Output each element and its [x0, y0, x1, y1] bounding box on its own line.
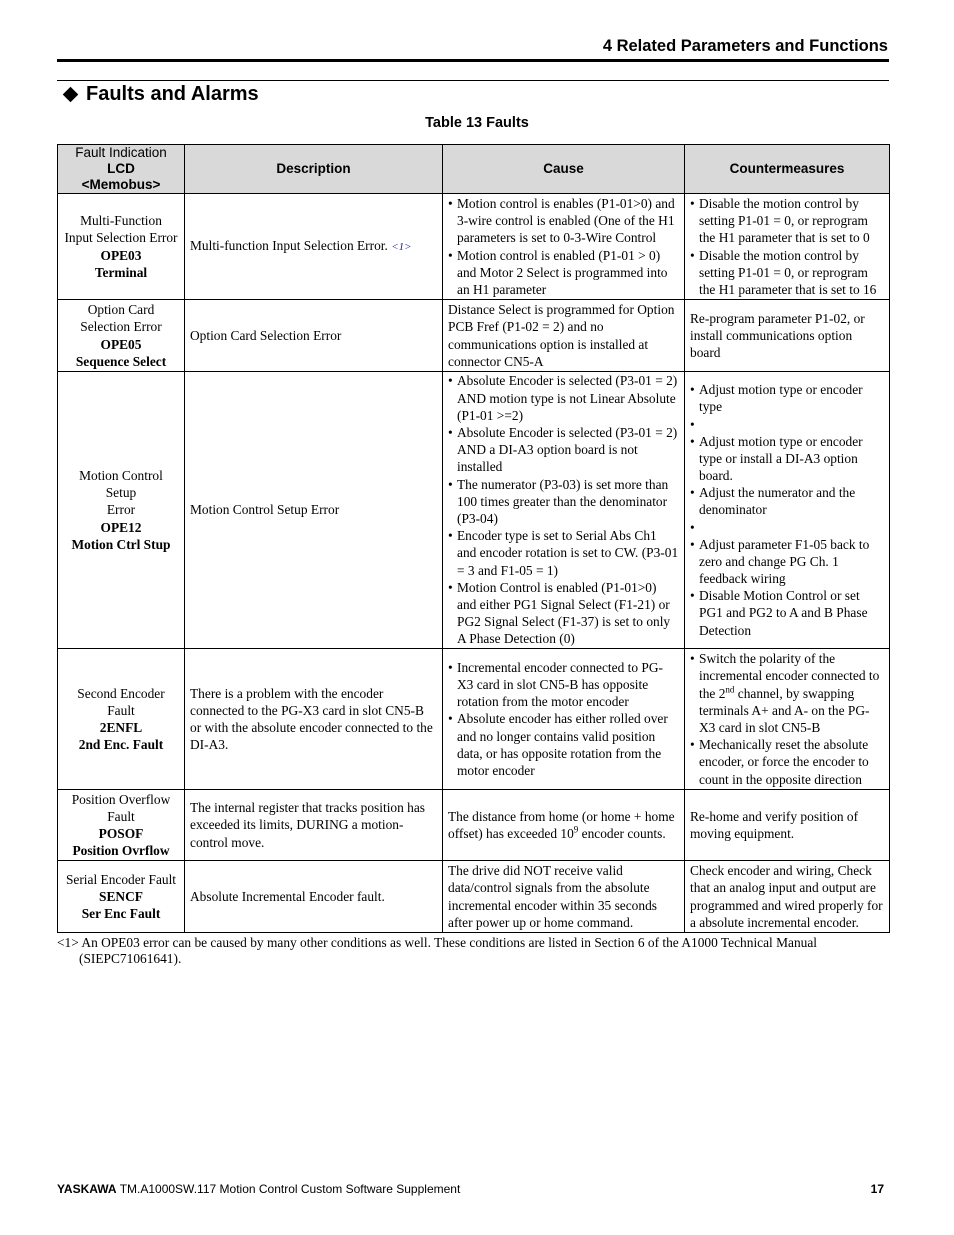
cause-item: • Motion control is enables (P1-01>0) and 3-wire control is enabled (One of the H1 parameters is set to 0-3-Wire Control — [448, 195, 679, 247]
fault-lcd-code: 2ENFL — [99, 720, 143, 735]
section-title: Faults and Alarms — [86, 83, 259, 105]
fault-indication-cell — [58, 649, 185, 790]
cause-item: • Motion control is enabled (P1-01 > 0) and Motor 2 Select is programmed into an H1 parameter — [448, 247, 679, 299]
description-cell: Motion Control Setup Error — [185, 372, 443, 649]
countermeasure-item: • Disable the motion control by setting P1-01 = 0, or reprogram the H1 parameter that is set to 0 — [690, 195, 884, 247]
countermeasure-item: • Mechanically reset the absolute encoder, or force the encoder to count in the opposite direction — [690, 736, 884, 788]
countermeasure-item: • Adjust motion type or encoder type — [690, 381, 884, 415]
fault-name-line: Error — [106, 502, 136, 518]
fault-lcd-code: OPE03 — [100, 247, 142, 263]
col-header-line: Fault Indication — [75, 145, 167, 160]
page-footer — [57, 1182, 460, 1196]
description-cell: The internal register that tracks position has exceeded its limits, DURING a motion-control move. — [185, 790, 443, 861]
col-header-line: LCD — [107, 161, 135, 176]
countermeasure-spacer — [690, 416, 884, 433]
fault-memobus-code: Terminal — [94, 264, 148, 280]
table-header-row — [58, 145, 890, 194]
section-rule — [57, 80, 889, 81]
col-header-description: Description — [185, 145, 443, 194]
description-cell: There is a problem with the encoder connected to the PG-X3 card in slot CN5-B or with the absolute encoder connected to the DI-A3. — [185, 649, 443, 790]
footnote — [57, 935, 889, 967]
table-row — [58, 790, 890, 861]
countermeasure-spacer — [690, 519, 884, 536]
fault-name-line: Multi-Function — [80, 213, 162, 229]
table-row — [58, 300, 890, 372]
table-row — [58, 194, 890, 300]
col-header-line: <Memobus> — [81, 177, 161, 192]
fault-memobus-code: Motion Ctrl Stup — [71, 536, 171, 552]
countermeasure-text: channel, by swapping terminals A+ and A- on the PG-X3 card in slot CN5-B — [699, 685, 870, 735]
fault-indication-cell — [58, 300, 185, 372]
fault-name-line: Fault — [107, 808, 135, 824]
countermeasure-item — [690, 650, 884, 736]
countermeasure-item: • Adjust motion type or encoder type or install a DI-A3 option board. — [690, 433, 884, 485]
cause-cell: The drive did NOT receive valid data/control signals from the absolute incremental encoder within 35 seconds after power up or home command. — [443, 861, 685, 933]
page-number: 17 — [870, 1182, 884, 1196]
fault-indication-cell — [58, 790, 185, 861]
fault-memobus-code: 2nd Enc. Fault — [78, 737, 164, 753]
countermeasure-item: • Adjust parameter F1-05 back to zero and change PG Ch. 1 feedback wiring — [690, 536, 884, 588]
table-row — [58, 861, 890, 933]
countermeasure-cell: Re-program parameter P1-02, or install communications option board — [685, 300, 890, 372]
footnote-ref-link[interactable]: <1> — [391, 240, 412, 253]
cause-text: The distance from home (or home + home offset) has exceeded 10 — [448, 808, 675, 841]
cause-item: • Absolute encoder has either rolled over and no longer contains valid position data, or has opposite rotation from the motor encoder — [448, 710, 679, 779]
fault-lcd-code: SENCF — [99, 888, 143, 904]
table-caption: Table 13 Faults — [425, 115, 529, 131]
countermeasure-item: • Disable the motion control by setting P1-01 = 0, or reprogram the H1 parameter that is set to 16 — [690, 247, 884, 299]
fault-indication-cell — [58, 861, 185, 933]
fault-lcd-code: POSOF — [98, 826, 144, 841]
header-rule — [57, 59, 889, 62]
cause-item: • Absolute Encoder is selected (P3-01 = 2) AND a DI-A3 option board is not installed — [448, 424, 679, 476]
superscript: nd — [725, 684, 735, 695]
cause-text: encoder counts. — [578, 826, 666, 841]
table-row — [58, 649, 890, 790]
footer-doc-title: TM.A1000SW.117 Motion Control Custom Software Supplement — [116, 1182, 461, 1196]
cause-item: • The numerator (P3-03) is set more than 100 times greater than the denominator (P3-04) — [448, 476, 679, 528]
table-row — [58, 372, 890, 649]
countermeasure-text: Switch the polarity of the incremental encoder connected to the 2 — [699, 651, 880, 701]
description-cell: Option Card Selection Error — [185, 300, 443, 372]
countermeasure-cell — [685, 372, 890, 649]
countermeasure-cell — [685, 649, 890, 790]
cause-item: • Motion Control is enabled (P1-01>0) and either PG1 Signal Select (F1-21) or PG2 Signal Select (F1-37) is set to only A Phase Detection (0) — [448, 579, 679, 648]
countermeasure-cell: Check encoder and wiring, Check that an analog input and output are programmed and wired properly for a absolute incremental encoder. — [685, 861, 890, 933]
fault-name-line: Second Encoder Fault — [77, 685, 165, 718]
footnote-line: <1> An OPE03 error can be caused by many other conditions as well. These conditions are listed in Section 6 of the A1000 Technical Manual — [57, 935, 818, 950]
cause-cell — [443, 194, 685, 300]
countermeasure-item: • Adjust the numerator and the denominator — [690, 484, 884, 518]
fault-name-line: Motion Control Setup — [79, 467, 163, 501]
cause-item: • Encoder type is set to Serial Abs Ch1 and encoder rotation is set to CW. (P3-01 = 3 and F1-05 = 1) — [448, 527, 679, 579]
description-cell — [185, 194, 443, 300]
cause-cell — [443, 649, 685, 790]
col-header-cause: Cause — [443, 145, 685, 194]
fault-name-line: Selection Error — [80, 319, 162, 335]
fault-name-line: Input Selection Error — [64, 230, 178, 246]
fault-name-line: Option Card — [87, 302, 155, 318]
footer-brand: YASKAWA — [57, 1182, 117, 1196]
fault-name-line: Position Overflow — [71, 791, 171, 807]
description-text: Multi-function Input Selection Error. — [190, 237, 388, 253]
fault-memobus-code: Sequence Select — [75, 353, 167, 369]
countermeasure-cell — [685, 194, 890, 300]
fault-indication-cell — [58, 194, 185, 300]
fault-lcd-code: OPE12 — [100, 519, 142, 535]
cause-cell — [443, 372, 685, 649]
running-header: 4 Related Parameters and Functions — [602, 37, 888, 55]
cause-item: • Incremental encoder connected to PG-X3 card in slot CN5-B has opposite rotation from the motor encoder — [448, 659, 679, 711]
fault-lcd-code: OPE05 — [100, 336, 142, 352]
fault-name-line: Serial Encoder Fault — [65, 871, 177, 887]
countermeasure-cell: Re-home and verify position of moving equipment. — [685, 790, 890, 861]
faults-table — [57, 144, 890, 933]
fault-indication-cell — [58, 372, 185, 649]
footnote-line: (SIEPC71061641). — [79, 951, 182, 966]
section-heading — [62, 83, 259, 106]
cause-cell — [443, 790, 685, 861]
cause-cell: Distance Select is programmed for Option PCB Fref (P1-02 = 2) and no communications option is installed at connector CN5-A — [443, 300, 685, 372]
superscript: 9 — [573, 824, 579, 835]
col-header-fault-indication — [58, 145, 185, 194]
countermeasure-item: • Disable Motion Control or set PG1 and PG2 to A and B Phase Detection — [690, 587, 884, 639]
col-header-countermeasures: Countermeasures — [685, 145, 890, 194]
fault-memobus-code: Position Ovrflow — [72, 843, 170, 859]
diamond-bullet-icon — [63, 87, 79, 103]
description-cell: Absolute Incremental Encoder fault. — [185, 861, 443, 933]
fault-memobus-code: Ser Enc Fault — [81, 906, 161, 922]
cause-item: • Absolute Encoder is selected (P3-01 = 2) AND motion type is not Linear Absolute (P1-01 >=2) — [448, 372, 679, 424]
